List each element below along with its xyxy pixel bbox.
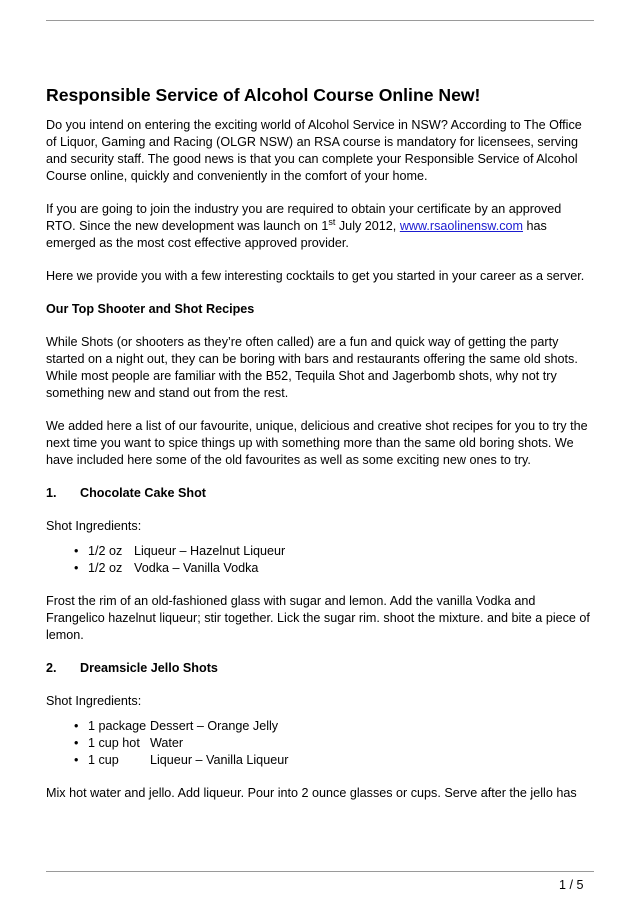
cocktails-intro-paragraph: Here we provide you with a few interesting cocktails to get you started in your career as a server. — [46, 269, 585, 283]
header-rule — [46, 20, 594, 21]
page-number: 1 / 5 — [559, 878, 584, 892]
ingredient-quantity: 1 package — [88, 719, 147, 733]
ingredient-quantity: 1 cup hot — [88, 736, 140, 750]
ingredient-name: Liqueur – Vanilla Liqueur — [150, 753, 289, 767]
recipe-2-method: Mix hot water and jello. Add liqueur. Pour into 2 ounce glasses or cups. Serve after the jello has — [46, 786, 577, 800]
certificate-paragraph — [46, 201, 594, 252]
ingredient-name: Vodka – Vanilla Vodka — [134, 561, 259, 575]
ingredient-item — [74, 560, 594, 577]
ingredient-name: Liqueur – Hazelnut Liqueur — [134, 544, 286, 558]
page-title: Responsible Service of Alcohol Course Online New! — [46, 85, 481, 105]
recipe-1-ingredients-label: Shot Ingredients: — [46, 519, 142, 533]
certificate-text-after: has emerged as the most cost effective approved provider. — [46, 219, 547, 250]
ingredient-item — [74, 718, 594, 735]
recipe-2-ingredient-list — [46, 718, 594, 769]
recipe-2-number: 2. — [46, 661, 57, 675]
intro-paragraph: Do you intend on entering the exciting world of Alcohol Service in NSW? According to The Office of Liquor, Gaming and Racing (OLGR NSW) an RSA course is mandatory for licensees, serving and security staff. The good news is that you can complete your Responsible Service of Alcohol Course online, quickly and conveniently in the comfort of your home. — [46, 118, 582, 183]
certificate-text-middle: July 2012, — [335, 219, 400, 233]
certificate-text-before: If you are going to join the industry you are required to obtain your certificate by an approved RTO. Since the new development was launch on 1 — [46, 202, 562, 233]
recipe-1-heading — [46, 485, 594, 502]
recipe-1-ingredient-list — [46, 543, 594, 577]
ingredient-quantity: 1 cup — [88, 753, 119, 767]
recipe-2-ingredients-label: Shot Ingredients: — [46, 694, 142, 708]
ingredient-item — [74, 735, 594, 752]
footer-rule — [46, 871, 594, 872]
ingredient-quantity: 1/2 oz — [88, 561, 123, 575]
recipe-1-name: Chocolate Cake Shot — [80, 486, 206, 500]
ingredient-quantity: 1/2 oz — [88, 544, 123, 558]
shots-paragraph: While Shots (or shooters as they’re often called) are a fun and quick way of getting the party started on a night out, they can be boring with bars and restaurants offering the same old shots. While most people are familiar with the B52, Tequila Shot and Jagerbomb shots, why not try something new and stand out from the rest. — [46, 335, 578, 400]
ingredient-item — [74, 752, 594, 769]
recipe-1-method: Frost the rim of an old-fashioned glass with sugar and lemon. Add the vanilla Vodka and Frangelico hazelnut liqueur; stir together. Lick the sugar rim. shoot the mixture. and bite a piece of lemon. — [46, 594, 590, 642]
recipe-2-name: Dreamsicle Jello Shots — [80, 661, 218, 675]
section-heading: Our Top Shooter and Shot Recipes — [46, 302, 255, 316]
document-body — [46, 84, 594, 818]
ingredient-name: Water — [150, 736, 184, 750]
date-ordinal-suffix: st — [328, 217, 336, 227]
ingredient-item — [74, 543, 594, 560]
recipe-1-number: 1. — [46, 486, 57, 500]
provider-link[interactable]: www.rsaolinensw.com — [399, 219, 523, 233]
recipes-intro-paragraph: We added here a list of our favourite, unique, delicious and creative shot recipes for you to try the next time you want to spice things up with something more than the same old boring shots. We have included here some of the old favourites as well as some exciting new ones to try. — [46, 419, 588, 467]
ingredient-name: Dessert – Orange Jelly — [150, 719, 279, 733]
recipe-2-heading — [46, 660, 594, 677]
